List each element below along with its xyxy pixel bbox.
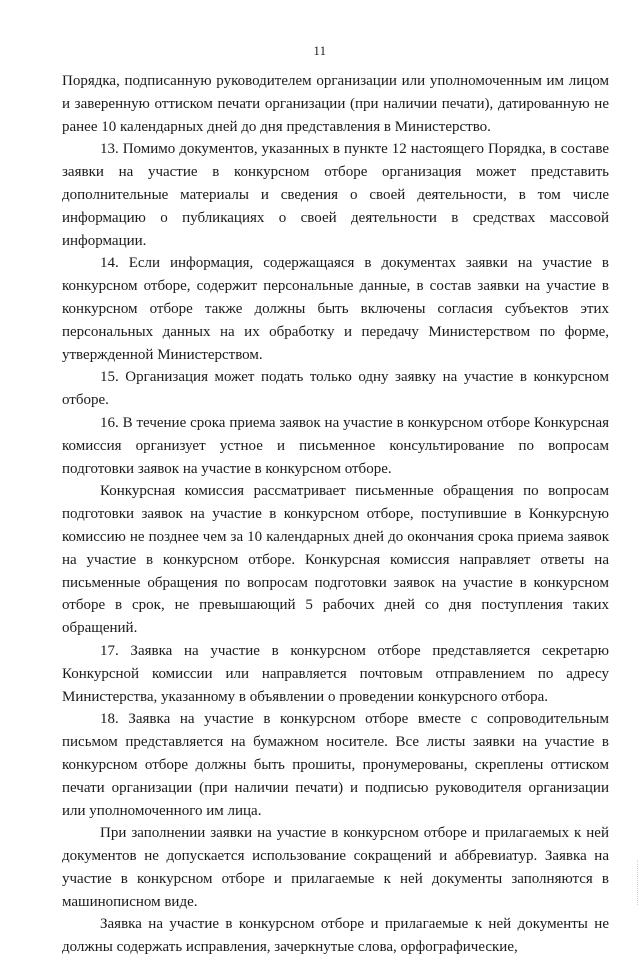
document-body [62,70,609,959]
paragraph-continuation: Порядка, подписанную руководителем организации или уполномоченным им лицом и заверенную оттиском печати организации (при наличии печати), датированную не ранее 10 календарных дней до дня представления в Министерство. [62,73,609,135]
paragraph-18-corrections: Заявка на участие в конкурсном отборе и прилагаемые к ней документы не должны содержать исправления, зачеркнутые слова, орфографические, [62,916,609,956]
paragraph-18: 18. Заявка на участие в конкурсном отборе вместе с сопроводительным письмом представляется на бумажном носителе. Все листы заявки на участие в конкурсном отборе должны быть прошиты, пронумерованы, скреплены оттиском печати организации (при наличии печати) и подписью руководителя организации или уполномоченного им лица. [62,711,609,819]
paragraph-17: 17. Заявка на участие в конкурсном отборе представляется секретарю Конкурсной комиссии или направляется почтовым отправлением по адресу Министерства, указанному в объявлении о проведении конкурсного отбора. [62,642,609,705]
paragraph-14: 14. Если информация, содержащаяся в документах заявки на участие в конкурсном отборе, содержит персональные данные, в состав заявки на участие в конкурсном отборе также должны быть включены согласия субъектов этих персональных данных на их обработку и передачу Министерством по форме, утвержденной Министерством. [62,255,609,363]
paragraph-16-consultation: Конкурсная комиссия рассматривает письменные обращения по вопросам подготовки заявок на участие в конкурсном отборе, поступившие в Конкурсную комиссию не позднее чем за 10 календарных дней до окончания срока приема заявок на участие в конкурсном отборе. Конкурсная комиссия направляет ответы на письменные обращения по вопросам подготовки заявок на участие в конкурсном отборе в срок, не превышающий 5 рабочих дней со дня поступления таких обращений. [62,483,609,637]
scan-edge-artifact [636,860,638,905]
paragraph-16: 16. В течение срока приема заявок на участие в конкурсном отборе Конкурсная комиссия организует устное и письменное консультирование по вопросам подготовки заявок на участие в конкурсном отборе. [62,414,609,477]
paragraph-13: 13. Помимо документов, указанных в пункте 12 настоящего Порядка, в составе заявки на участие в конкурсном отборе организация может представить дополнительные материалы и сведения о своей деятельности, в том числе информацию о публикациях о своей деятельности в средствах массовой информации. [62,141,609,249]
page-number: 11 [313,44,327,58]
paragraph-15: 15. Организация может подать только одну заявку на участие в конкурсном отборе. [62,369,609,409]
paragraph-18-abbreviations: При заполнении заявки на участие в конкурсном отборе и прилагаемых к ней документов не допускается использование сокращений и аббревиатур. Заявка на участие в конкурсном отборе и прилагаемые к ней документы заполняются в машинописном виде. [62,825,609,910]
